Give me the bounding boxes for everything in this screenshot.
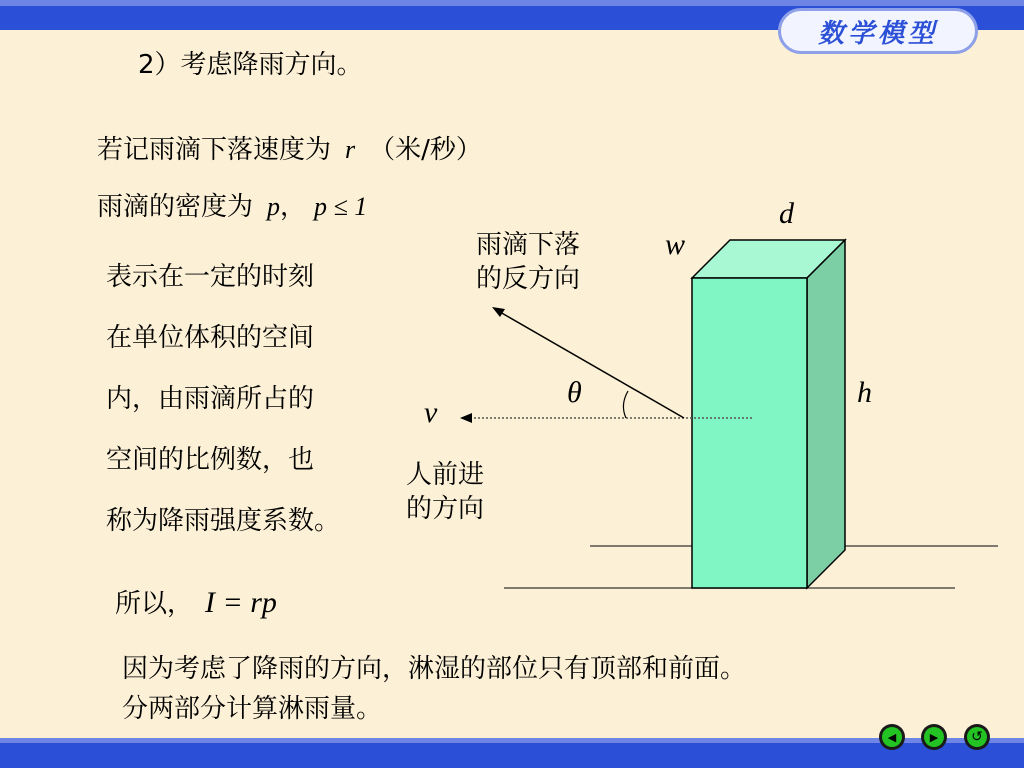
section-title: 2）考虑降雨方向。 [138, 50, 363, 80]
rain-density-label: 雨滴的密度为 [97, 192, 254, 222]
next-arrow-icon: ▶ [924, 727, 944, 747]
prev-arrow-icon: ◀ [882, 727, 902, 747]
density-condition: p ≤ 1 [314, 192, 368, 221]
v-label: v [424, 396, 438, 429]
walk-arrowhead [460, 413, 472, 423]
course-badge: 数学模型 [778, 8, 978, 54]
walk-label-line-2: 的方向 [406, 493, 485, 524]
d-label: d [779, 197, 794, 230]
theta-label: θ [567, 376, 582, 409]
theta-angle-arc [623, 391, 628, 418]
return-button[interactable] [964, 724, 990, 750]
formula-expr: I = rp [205, 586, 277, 619]
density-separator: ， [280, 192, 307, 222]
conclusion-line-2: 分两部分计算淋雨量。 [122, 694, 383, 724]
rain-speed-label: 若记雨滴下落速度为 [97, 135, 332, 165]
speed-unit: （米/秒） [369, 135, 482, 165]
rain-direction-line [500, 312, 684, 418]
rain-arrowhead [492, 307, 505, 317]
var-p: p [267, 192, 281, 221]
return-icon: ↺ [967, 727, 987, 747]
formula-prefix: 所以， [115, 589, 194, 619]
rain-label-line-2: 的反方向 [476, 263, 581, 294]
conclusion-line-1: 因为考虑了降雨的方向，淋湿的部位只有顶部和前面。 [122, 654, 747, 684]
walk-label-line-1: 人前进 [406, 460, 485, 490]
box-side-face [807, 240, 845, 588]
h-label: h [857, 376, 872, 409]
desc-line-4: 空间的比例数，也 [106, 445, 315, 475]
var-r: r [345, 135, 356, 164]
desc-line-2: 在单位体积的空间 [106, 323, 315, 353]
desc-line-1: 表示在一定的时刻 [106, 262, 315, 292]
desc-line-3: 内，由雨滴所占的 [106, 384, 315, 414]
rain-direction-label [476, 229, 580, 297]
box-front-face [692, 278, 807, 588]
next-slide-button[interactable] [921, 724, 947, 750]
walk-direction-label [406, 459, 484, 527]
rain-label-line-1: 雨滴下落 [476, 230, 581, 260]
bottom-bar-highlight [0, 738, 1024, 743]
prev-slide-button[interactable] [879, 724, 905, 750]
desc-line-5: 称为降雨强度系数。 [106, 506, 341, 536]
w-label: w [665, 228, 686, 261]
